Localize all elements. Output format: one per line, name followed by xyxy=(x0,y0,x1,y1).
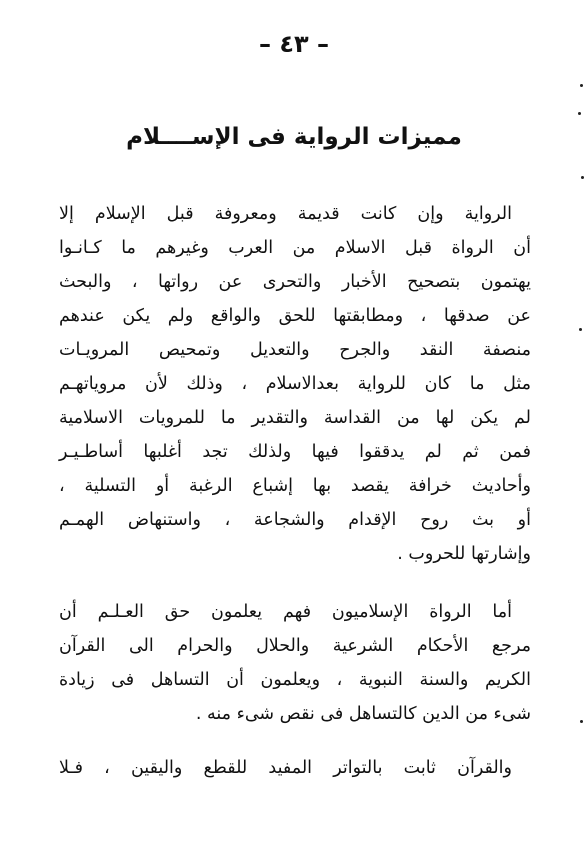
text-line: الكريم والسنة النبوية ، ويعلمون أن التساهل فى زيادة xyxy=(59,670,531,690)
text-line: أو بث روح الإقدام والشجاعة ، واستنهاض الهمـم xyxy=(59,510,531,530)
text-line: أن الرواة قبل الاسلام من العرب وغيرهم ما كـانـوا xyxy=(59,238,531,258)
text-line: وإشارتها للحروب . xyxy=(397,544,531,564)
scan-speck xyxy=(578,112,581,115)
scan-speck xyxy=(580,84,583,87)
text-line: وأحاديث خرافة يقصد بها إشباع الرغبة أو التسلية ، xyxy=(59,476,531,496)
text-line: شىء من الدين كالتساهل فى نقص شىء منه . xyxy=(195,704,531,724)
section-heading: مميزات الرواية فى الإســــلام xyxy=(126,124,462,150)
scan-speck xyxy=(581,176,584,179)
page-number: – ٤٣ – xyxy=(258,30,329,58)
text-line: عن صدقها ، ومطابقتها للحق والواقع ولم يكن عندهم xyxy=(59,306,531,326)
text-line: فمن ثم لم يدققوا فيها ولذلك تجد أغلبها أساطـيـر xyxy=(59,442,531,462)
text-line: منصفة النقد والجرح والتعديل وتمحيص المرويـات xyxy=(59,340,531,360)
text-line: أما الرواة الإسلاميون فهم يعلمون حق العـلـم أن xyxy=(59,602,512,622)
text-line: لم يكن لها من القداسة والتقدير ما للمرويات الاسلامية xyxy=(59,408,531,428)
scan-speck xyxy=(579,328,582,331)
text-line: والقرآن ثابت بالتواتر المفيد للقطع واليقين ، فـلا xyxy=(59,758,512,778)
text-line: مثل ما كان للرواية بعدالاسلام ، وذلك لأن مروياتهـم xyxy=(59,374,531,394)
text-line: يهتمون بتصحيح الأخبار والتحرى عن رواتها ، والبحث xyxy=(59,272,531,292)
text-line: الرواية وإن كانت قديمة ومعروفة قبل الإسلام إلا xyxy=(59,204,512,224)
scan-speck xyxy=(580,720,583,723)
text-line: مرجع الأحكام الشرعية والحلال والحرام الى القرآن xyxy=(59,636,531,656)
